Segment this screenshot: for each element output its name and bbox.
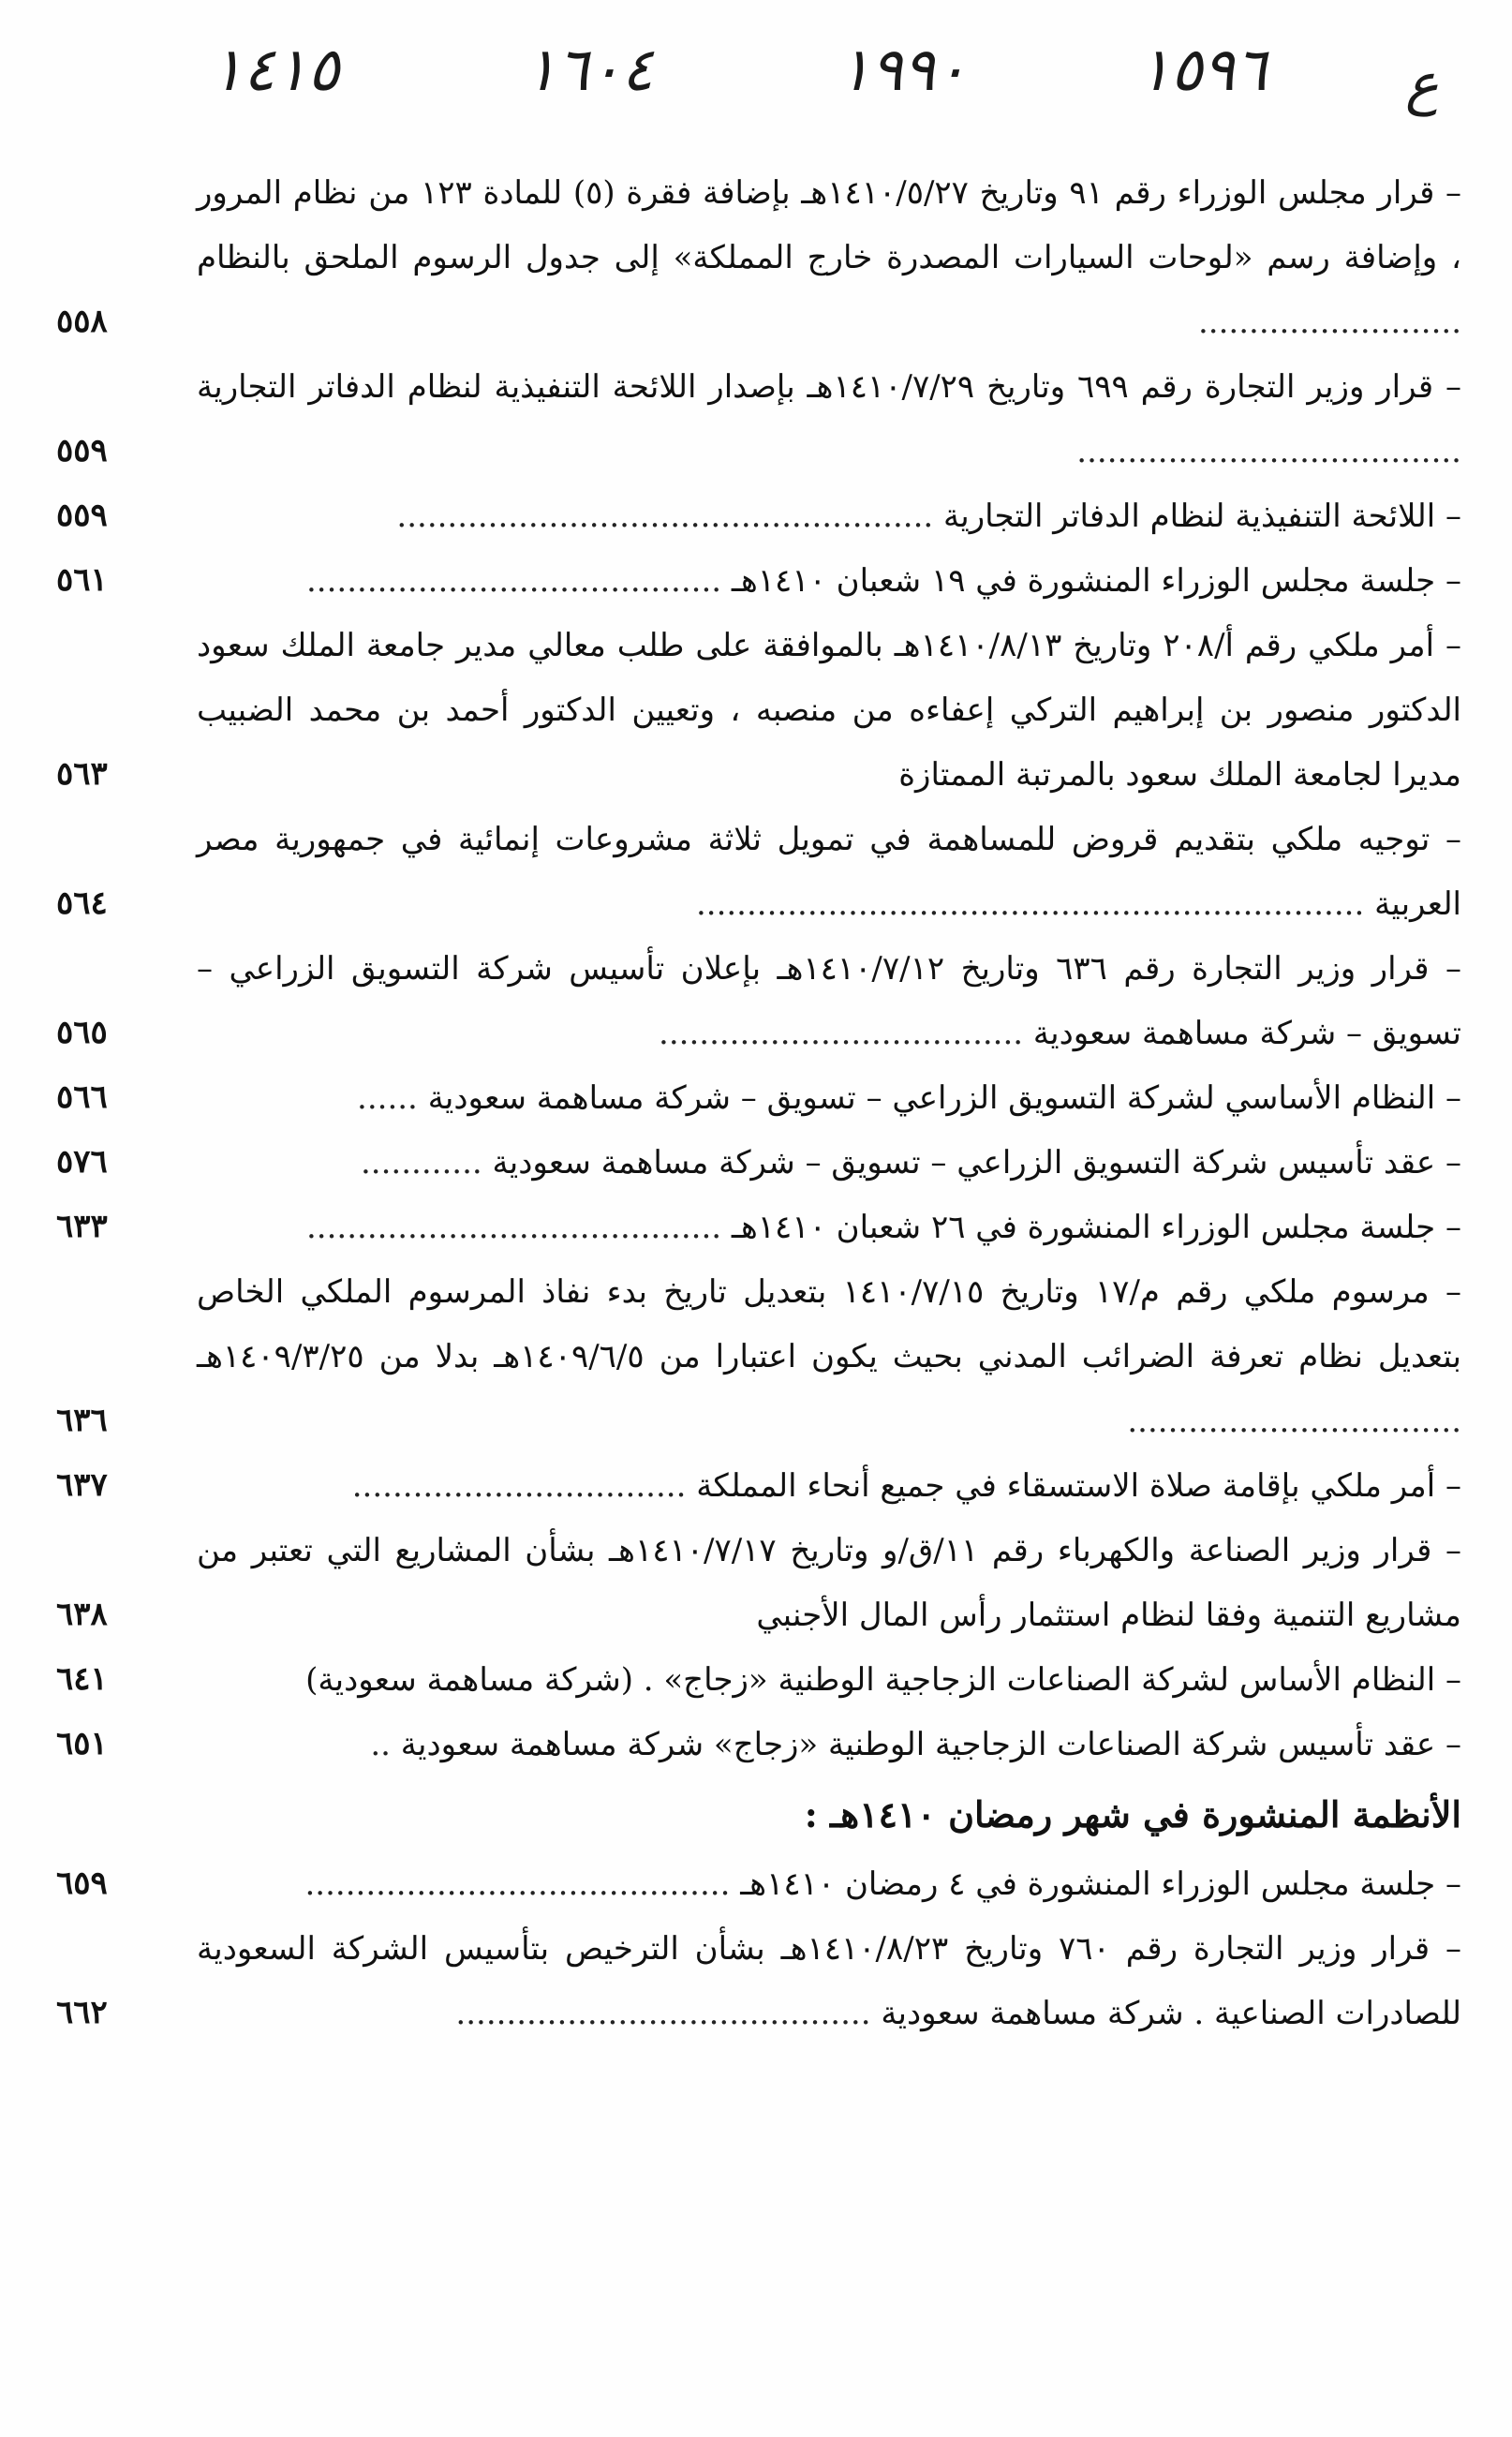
toc-entry [56, 1196, 1461, 1260]
toc-entry [56, 1713, 1461, 1777]
entry-dots: .................................... [659, 1015, 1024, 1052]
page-number: ٦٥٩ [56, 1865, 108, 1902]
toc-entry [56, 1260, 1461, 1454]
toc-entry [56, 808, 1461, 937]
entry-text: – عقد تأسيس شركة الصناعات الزجاجية الوطنية «زجاج» شركة مساهمة سعودية [400, 1726, 1461, 1763]
toc-entry [56, 1917, 1461, 2046]
handwritten-number-1: ١٥٩٦ [1138, 36, 1267, 105]
entry-dots: ......................................... [305, 562, 722, 600]
page-number: ٦٥١ [56, 1725, 108, 1762]
toc-entry [56, 549, 1461, 614]
entry-text: – جلسة مجلس الوزراء المنشورة في ١٩ شعبان ١٤١٠هـ [731, 562, 1461, 600]
toc-entry [56, 1454, 1461, 1519]
entry-text: – قرار وزير التجارة رقم ٧٦٠ وتاريخ ١٤١٠/٨/٢٣هـ بشأن الترخيص بتأسيس الشركة السعودية للصادرات الصناعية . شركة مساهمة سعودية [197, 1930, 1461, 2032]
entry-dots: .. [370, 1726, 391, 1763]
page-number: ٥٦١ [56, 561, 108, 599]
toc-entry [56, 484, 1461, 549]
table-of-contents [56, 161, 1461, 2046]
entry-text: – النظام الأساس لشركة الصناعات الزجاجية الوطنية «زجاج» . (شركة مساهمة سعودية) [305, 1661, 1461, 1699]
entry-dots: ................................. [351, 1467, 687, 1505]
page-number: ٥٧٦ [56, 1143, 108, 1181]
toc-entry [56, 1852, 1461, 1917]
entry-dots: ................................. [1127, 1403, 1461, 1440]
page-number: ٥٥٩ [56, 497, 108, 534]
entry-text: – أمر ملكي بإقامة صلاة الاستسقاء في جميع أنحاء المملكة [696, 1467, 1461, 1505]
page-number: ٥٦٥ [56, 1014, 108, 1051]
toc-entry [56, 1131, 1461, 1196]
page-number: ٦٤١ [56, 1660, 108, 1698]
toc-entry [56, 355, 1461, 484]
entry-text: – قرار مجلس الوزراء رقم ٩١ وتاريخ ١٤١٠/٥/٢٧هـ بإضافة فقرة (٥) للمادة ١٢٣ من نظام المرور ، وإضافة رسم «لوحات السيارات المصدرة خارج المملكة» إلى جدول الرسوم الملحق بالنظام [197, 174, 1462, 276]
page-number: ٦٣٧ [56, 1466, 108, 1504]
handwritten-number-3: ١٦٠٤ [525, 36, 654, 105]
page-number: ٦٦٢ [56, 1994, 108, 2031]
entry-dots: ..................................................... [396, 498, 934, 535]
entry-text: – مرسوم ملكي رقم م/١٧ وتاريخ ١٤١٠/٧/١٥ بتعديل تاريخ بدء نفاذ المرسوم الملكي الخاص بتعديل نظام تعرفة الضرائب المدني بحيث يكون اعتبارا من ١٤٠٩/٦/٥هـ بدلا من ١٤٠٩/٣/٢٥هـ [197, 1273, 1462, 1375]
entry-text: – قرار وزير التجارة رقم ٦٣٦ وتاريخ ١٤١٠/٧/١٢هـ بإعلان تأسيس شركة التسويق الزراعي – تسويق – شركة مساهمة سعودية [197, 950, 1461, 1052]
handwritten-number-2: ١٩٩٠ [838, 36, 968, 105]
page-number: ٦٣٦ [56, 1402, 108, 1439]
entry-text: – قرار وزير التجارة رقم ٦٩٩ وتاريخ ١٤١٠/٧/٢٩هـ بإصدار اللائحة التنفيذية لنظام الدفاتر التجارية [197, 368, 1461, 406]
page-number: ٦٣٣ [56, 1208, 108, 1245]
toc-entry [56, 1066, 1461, 1131]
entry-dots: .......................................... [304, 1865, 731, 1903]
page-number: ٦٣٨ [56, 1596, 108, 1633]
entry-text: – جلسة مجلس الوزراء المنشورة في ٤ رمضان ١٤١٠هـ [740, 1865, 1461, 1903]
entry-text: – اللائحة التنفيذية لنظام الدفاتر التجارية [943, 498, 1461, 535]
toc-entry [56, 1519, 1461, 1648]
page-number: ٥٥٨ [56, 303, 108, 340]
entry-dots: ............ [361, 1144, 482, 1181]
page-number: ٥٥٩ [56, 432, 108, 469]
entry-dots: ......................................... [455, 1995, 871, 2032]
section-heading: الأنظمة المنشورة في شهر رمضان ١٤١٠هـ : [804, 1793, 1461, 1835]
toc-entry [56, 1648, 1461, 1713]
entry-text: – قرار وزير الصناعة والكهرباء رقم ١١/ق/و وتاريخ ١٤١٠/٧/١٧هـ بشأن المشاريع التي تعتبر من مشاريع التنمية وفقا لنظام استثمار رأس المال الأجنبي [197, 1532, 1461, 1634]
entry-text: – النظام الأساسي لشركة التسويق الزراعي – تسويق – شركة مساهمة سعودية [427, 1079, 1461, 1117]
entry-dots: ...... [357, 1079, 418, 1117]
entry-text: – جلسة مجلس الوزراء المنشورة في ٢٦ شعبان ١٤١٠هـ [731, 1209, 1461, 1246]
entry-dots: .......................... [1198, 304, 1461, 341]
entry-text: – أمر ملكي رقم أ/٢٠٨ وتاريخ ١٤١٠/٨/١٣هـ بالموافقة على طلب معالي مدير جامعة الملك سعود الدكتور منصور بن إبراهيم التركي إعفاءه من منصبه ، وتعيين الدكتور أحمد بن محمد الضبيب مديرا لجامعة الملك سعود بالمرتبة الممتازة [197, 627, 1462, 794]
toc-entry [56, 937, 1461, 1066]
page-number: ٥٦٦ [56, 1078, 108, 1116]
entry-dots: ...................................... [1076, 433, 1461, 470]
entry-dots: ......................................... [305, 1209, 722, 1246]
entry-text: – توجيه ملكي بتقديم قروض للمساهمة في تمويل ثلاثة مشروعات إنمائية في جمهورية مصر العربية [197, 821, 1461, 923]
toc-entry [56, 161, 1461, 355]
entry-dots: .................................................................. [695, 885, 1365, 923]
handwritten-number-4: ١٤١٥ [211, 36, 340, 105]
entry-text: – عقد تأسيس شركة التسويق الزراعي – تسويق – شركة مساهمة سعودية [492, 1144, 1461, 1181]
page-number: ٥٦٤ [56, 884, 108, 922]
page-number: ٥٦٣ [56, 755, 108, 793]
handwritten-letter: ع [1405, 52, 1439, 117]
toc-entry [56, 614, 1461, 808]
